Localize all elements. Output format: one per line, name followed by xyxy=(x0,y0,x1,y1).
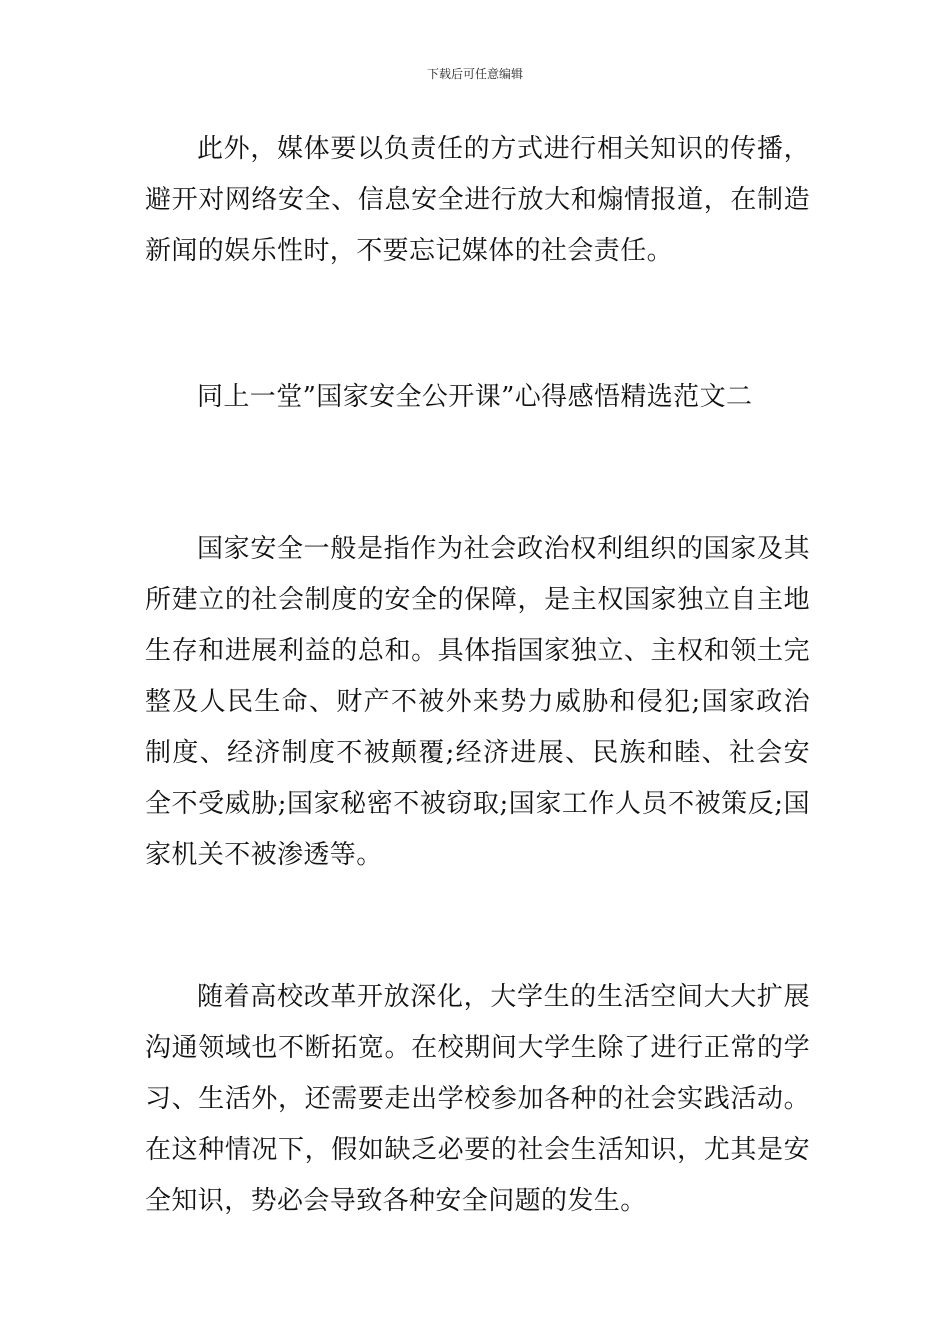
paragraph-media-responsibility: 此外，媒体要以负责任的方式进行相关知识的传播，避开对网络安全、信息安全进行放大和煽情报道，在制造新闻的娱乐性时，不要忘记媒体的社会责任。 xyxy=(145,134,810,266)
paragraph-national-security-definition: 国家安全一般是指作为社会政治权利组织的国家及其所建立的社会制度的安全的保障，是主权国家独立自主地生存和进展利益的总和。具体指国家独立、主权和领土完整及人民生命、财产不被外来势力威胁和侵犯;国家政治制度、经济制度不被颠覆;经济进展、民族和睦、社会安全不受威胁;国家秘密不被窃取;国家工作人员不被策反;国家机关不被渗透等。 xyxy=(145,534,810,870)
section-title: 同上一堂”国家安全公开课”心得感悟精选范文二 xyxy=(197,382,753,412)
header-note: 下载后可任意编辑 xyxy=(426,67,523,81)
paragraph-student-safety: 随着高校改革开放深化，大学生的生活空间大大扩展沟通领域也不断拓宽。在校期间大学生除了进行正常的学习、生活外，还需要走出学校参加各种的社会实践活动。在这种情况下，假如缺乏必要的社会生活知识，尤其是安全知识，势必会导致各种安全问题的发生。 xyxy=(145,982,810,1216)
